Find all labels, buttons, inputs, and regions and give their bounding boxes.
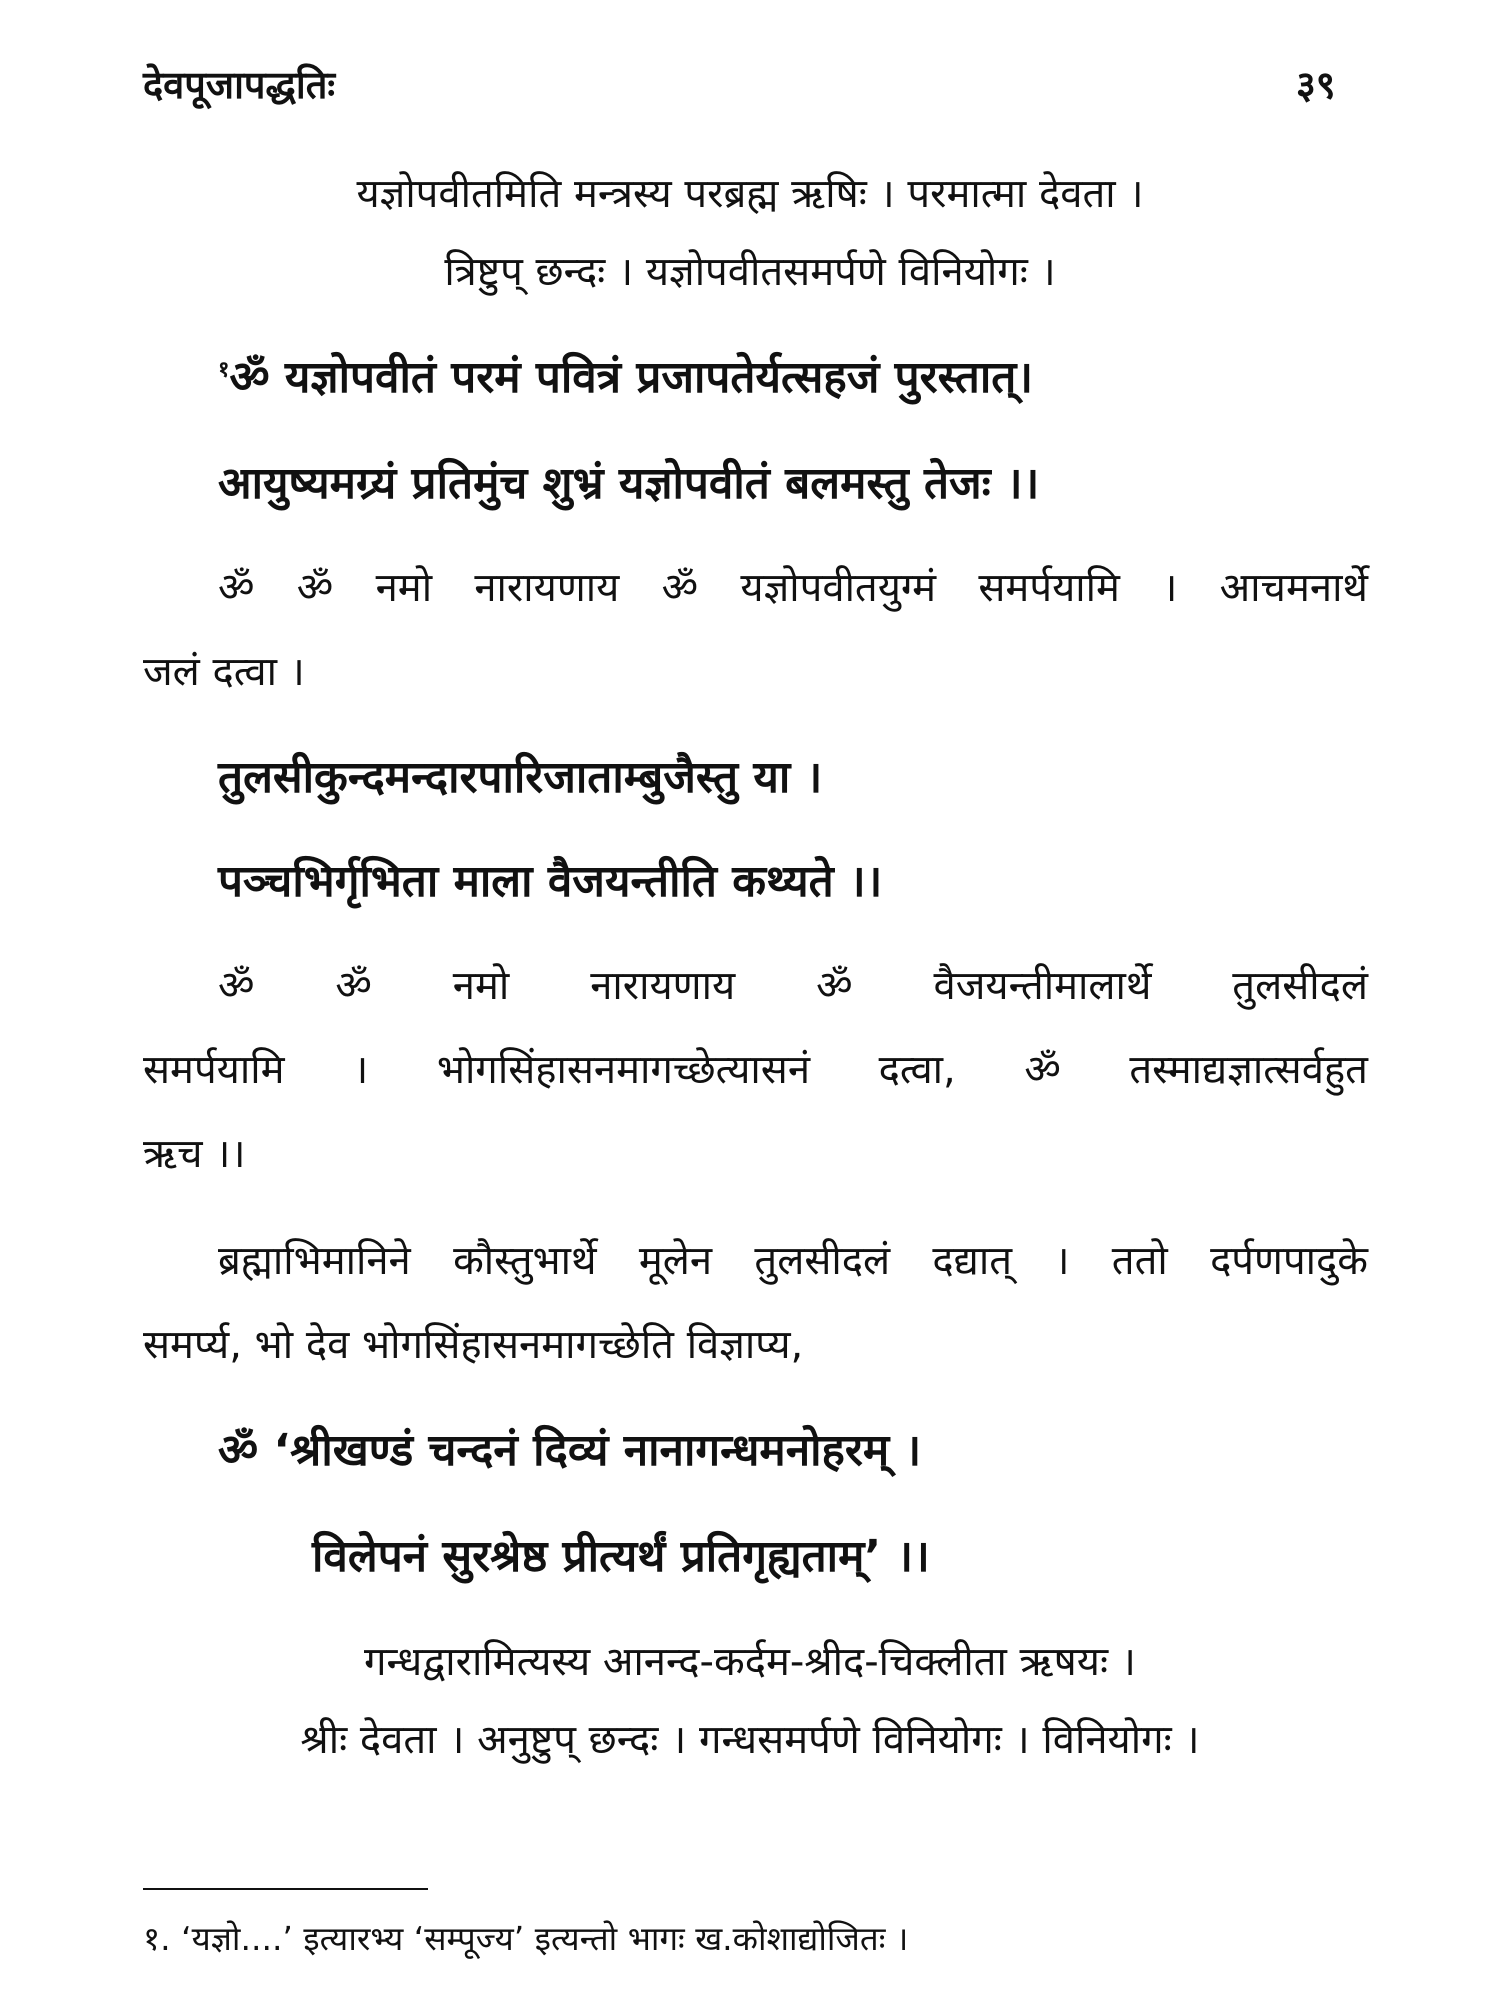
footnote-marker: १ — [218, 357, 230, 383]
instruction-line-3: ॐ ॐ नमो नारायणाय ॐ वैजयन्तीमालार्थे तुलसीदलं — [218, 963, 1368, 1009]
instruction-line-5: ऋच ।। — [143, 1131, 246, 1177]
footnote-rule — [143, 1888, 428, 1890]
instruction-line-2: जलं दत्वा । — [143, 649, 305, 695]
mantra-line-1-text: ॐ यज्ञोपवीतं परमं पवित्रं प्रजापतेर्यत्सहजं पुरस्तात्। — [229, 352, 1034, 403]
instruction-line-4: समर्पयामि । भोगसिंहासनमागच्छेत्यासनं दत्वा, ॐ तस्माद्यज्ञात्सर्वहुत — [143, 1047, 1368, 1093]
footnote: १. ‘यज्ञो....’ इत्यारभ्य ‘सम्पूज्य’ इत्यन्तो भागः ख.कोशाद्योजितः । — [143, 1919, 909, 1958]
viniyoga-line-3: गन्धद्वारामित्यस्य आनन्द-कर्दम-श्रीद-चिक्लीता ऋषयः । — [364, 1639, 1136, 1685]
verse-line-1: तुलसीकुन्दमन्दारपारिजाताम्बुजैस्तु या । — [218, 752, 823, 803]
mantra-line-3: ॐ ‘श्रीखण्डं चन्दनं दिव्यं नानागन्धमनोहरम् । — [218, 1425, 922, 1476]
mantra-line-2: आयुष्यमग्र्यं प्रतिमुंच शुभ्रं यज्ञोपवीतं बलमस्तु तेजः ।। — [218, 458, 1040, 509]
mantra-line-4: विलेपनं सुरश्रेष्ठ प्रीत्यर्थं प्रतिगृह्यताम्’ ।। — [312, 1531, 930, 1582]
instruction-line-7: समर्प्य, भो देव भोगसिंहासनमागच्छेति विज्ञाप्य, — [143, 1322, 804, 1368]
instruction-line-6: ब्रह्माभिमानिने कौस्तुभार्थे मूलेन तुलसीदलं दद्यात् । ततो दर्पणपादुके — [218, 1238, 1368, 1284]
instruction-line-1: ॐ ॐ नमो नारायणाय ॐ यज्ञोपवीतयुग्मं समर्पयामि । आचमनार्थे — [218, 565, 1368, 611]
verse-line-2: पञ्चभिर्गृभिता माला वैजयन्तीति कथ्यते ।। — [218, 856, 883, 907]
viniyoga-line-1: यज्ञोपवीतमिति मन्त्रस्य परब्रह्म ऋषिः । परमात्मा देवता । — [356, 171, 1144, 217]
mantra-line-1 — [218, 352, 1033, 404]
running-title: देवपूजापद्धतिः — [143, 63, 336, 107]
page-number: ३९ — [1296, 63, 1336, 107]
viniyoga-line-2: त्रिष्टुप् छन्दः । यज्ञोपवीतसमर्पणे विनियोगः । — [444, 249, 1056, 295]
viniyoga-line-4: श्रीः देवता । अनुष्टुप् छन्दः । गन्धसमर्पणे विनियोगः । विनियोगः । — [300, 1717, 1200, 1763]
